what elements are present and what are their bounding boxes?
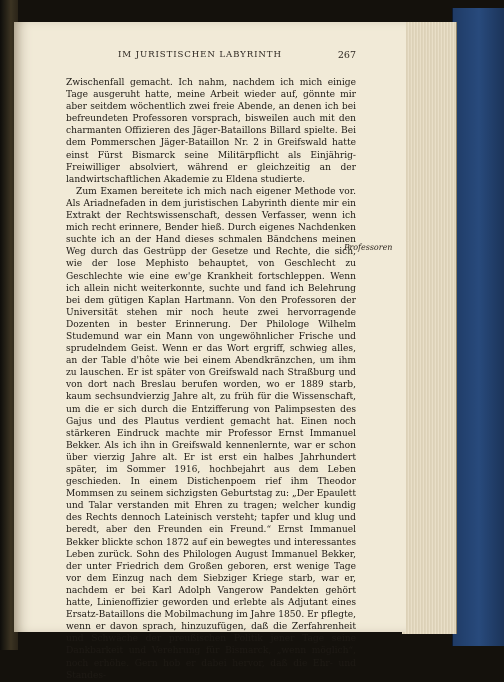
page-number: 267 [337,50,356,61]
paragraph-2: Zum Examen bereitete ich mich nach eigener Methode vor. Als Ariadnefaden in dem juristischen Labyrinth diente mir ein Extrakt der Rechtswissenschaft, dessen Verfasser, wenn ich mich recht erinnere, Bender hieß. Durch eigenes Nachdenken suchte ich an der Hand dieses schmalen Bändchens meinen Weg durch das Gestrüpp der Gesetze und Rechte, die sich, wie der lose Mephisto behauptet, von Geschlecht zu Geschlechte wie eine ew'ge Krankheit fortschleppen. Wenn ich allein nicht weiterkonnte, suchte und fand ich Belehrung bei dem gütigen Kaplan Hartmann. Von den Professoren der Universität stehen mir noch heute zwei hervorragende Dozenten in bester Erinnerung. Der Philologe Wilhelm Studemund war ein Mann von ungewöhnlicher Frische und sprudelndem Geist. Wenn er das Wort ergriff, schwieg alles, an der Table d'hôte wie bei einem Abendkränzchen, um ihm zu lauschen. Er ist später von Greifswald nach Straßburg und von dort nach Breslau berufen worden, wo er 1889 starb, kaum sechsundvierzig Jahre alt, zu früh für die Wissenschaft, um die er sich durch die Entzifferung von Palimpsesten des Gajus und des Plautus verdient gemacht hat. Einen noch stärkeren Eindruck machte mir Professor Ernst Immanuel Bekker. Als ich ihn in Greifswald kennenlernte, war er schon über vierzig Jahre alt. Er ist erst ein halbes Jahrhundert später, im Sommer 1916, hochbejahrt aus dem Leben geschieden. In einem Distichenpoem rief ihm Theodor Mommsen zu seinem sichzigsten Geburtstag zu: „Der Epaulett und Talar verstanden mit Ehren zu tragen; welcher kundig des Rechts dennoch Lateinisch versteht; tapfer und klug und beredt, aber den Freunden ein Freund.“ Ernst Immanuel Bekker blickte schon 1872 auf ein bewegtes und interessantes Leben zurück. Sohn des Philologen August Immanuel Bekker, der unter Friedrich dem Großen geboren, erst wenige Tage vor dem Einzug nach dem Siebziger Kriege starb, war er, nachdem er bei Karl Adolph Vangerow Pandekten gehört hatte, Linienoffizier geworden und erlebte als Adjutant eines Ersatz-Bataillons die Mobilmachung im Jahre 1850. Er pflegte, wenn er davon sprach, hinzuzufügen, daß die Zerfahrenheit und Schwäche der preußischen Politik jener Tage seine Dankbarkeit und Verehrung für Bismarck, „wenn möglich“, noch erhöhe. Gern hob er dabei hervor, daß die Ehr- und Standes- [66,186,357,681]
book-cover-right [452,8,504,646]
margin-note: Professoren [344,243,393,252]
body-text [66,77,356,682]
paragraph-1: Zwischenfall gemacht. Ich nahm, nachdem ich mich einige Tage ausgeruht hatte, meine Arbeit wieder auf, gönnte mir aber seitdem wöchentlich zwei freie Abende, an denen ich bei befreundeten Professoren vorsprach, bisweilen auch mit den charmanten Offizieren des Jäger-Bataillons Billard spielte. Bei dem Pommerschen Jäger-Bataillon Nr. 2 in Greifswald hatte einst Fürst Bismarck seine Militärpflicht als Einjährig-Freiwilliger absolviert, während er gleichzeitig an der landwirtschaftlichen Akademie zu Eldena studierte. [66,78,356,185]
chapter-title: IM JURISTISCHEN LABYRINTH [118,50,282,60]
page-edges [402,22,457,634]
